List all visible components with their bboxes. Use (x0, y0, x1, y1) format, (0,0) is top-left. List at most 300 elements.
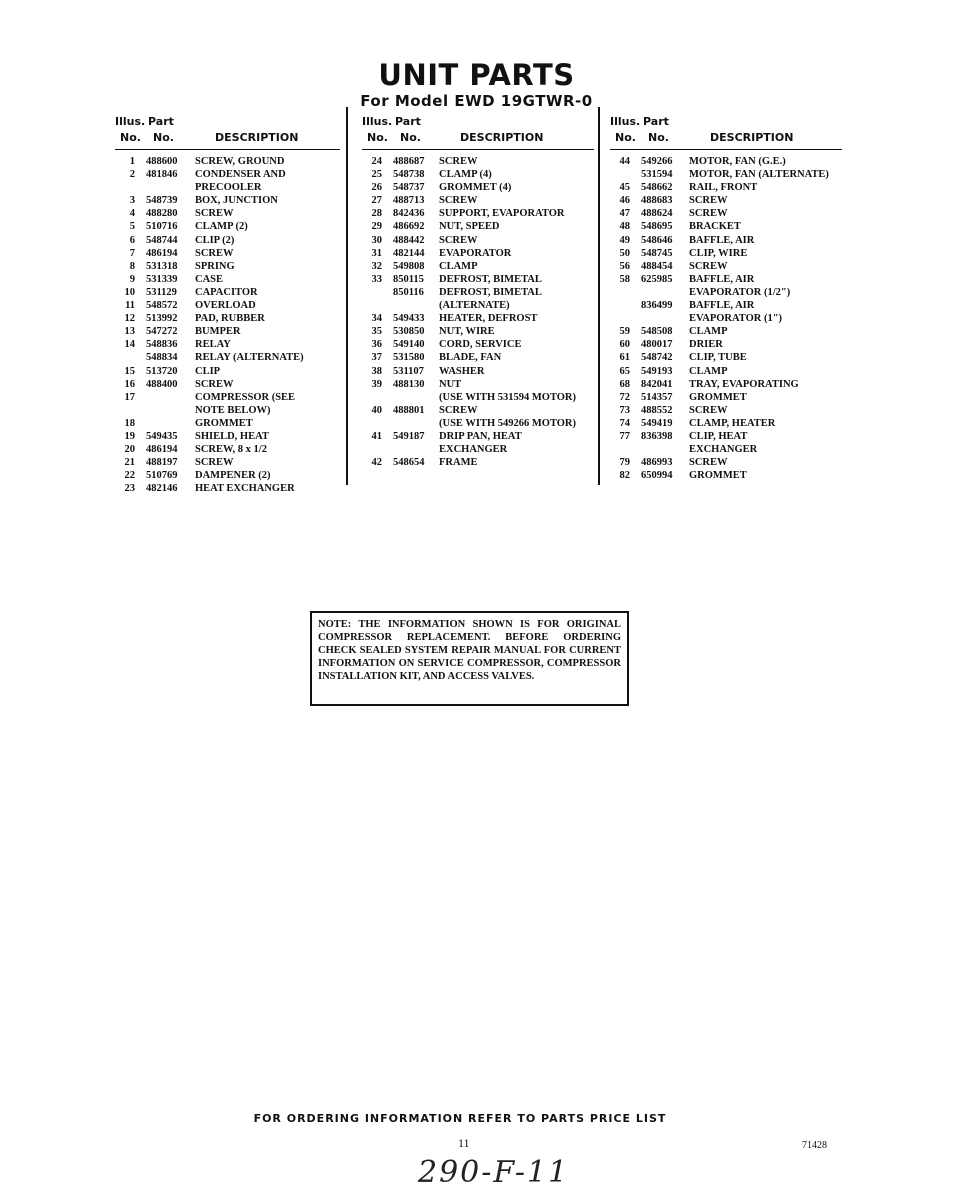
table-row (610, 351, 842, 364)
part-number: 488400 (146, 378, 178, 390)
part-description: SCREW (195, 208, 234, 220)
illus-number: 13 (124, 326, 135, 338)
header-illus: Illus. (610, 115, 641, 128)
table-row (610, 181, 842, 194)
table-row (610, 391, 842, 404)
illus-number: 73 (619, 404, 630, 416)
table-row (362, 456, 594, 469)
header-part-no: No. (400, 131, 421, 144)
table-row (610, 456, 842, 469)
illus-number: 21 (124, 457, 135, 469)
illus-number: 77 (619, 430, 630, 442)
part-description: SCREW (689, 208, 728, 220)
part-description: CAPACITOR (195, 286, 258, 298)
part-number: 548744 (146, 234, 178, 246)
part-number: 514357 (641, 391, 673, 403)
header-description: DESCRIPTION (215, 131, 299, 144)
header-illus-no: No. (120, 131, 141, 144)
table-row (610, 417, 842, 430)
part-description: DEFROST, BIMETAL (439, 286, 542, 298)
part-description: NUT (439, 378, 462, 390)
illus-number: 8 (129, 260, 135, 272)
part-number: 488130 (393, 378, 425, 390)
part-description: EVAPORATOR (439, 247, 512, 259)
part-number: 548742 (641, 352, 673, 364)
compressor-note-box: NOTE: THE INFORMATION SHOWN IS FOR ORIGINAL COMPRESSOR REPLACEMENT. BEFORE ORDERING CHECK SEALED SYSTEM REPAIR MANUAL FOR CURRENT INFORMATION ON SERVICE COMPRESSOR, COMPRESSOR INSTALLATION KIT, AND ACCESS VALVES. (310, 611, 629, 706)
part-number: 548739 (146, 195, 178, 207)
table-row (610, 234, 842, 247)
illus-number: 28 (371, 208, 382, 220)
part-description: SCREW (439, 156, 478, 167)
part-description: GROMMET (689, 470, 747, 482)
illus-number: 40 (371, 404, 382, 416)
illus-number: 45 (619, 182, 630, 194)
part-description: CONDENSER AND (195, 169, 286, 181)
part-description: EVAPORATOR (1/2") (689, 286, 791, 298)
table-row (115, 456, 340, 469)
illus-number: 12 (124, 313, 135, 325)
table-row (115, 207, 340, 220)
part-number: 513720 (146, 365, 178, 377)
page-subtitle: For Model EWD 19GTWR-0 (360, 92, 593, 110)
illus-number: 3 (129, 195, 135, 207)
part-number: 548646 (641, 234, 673, 246)
illus-number: 79 (619, 457, 630, 469)
parts-column-1 (115, 115, 340, 495)
illus-number: 35 (371, 326, 382, 338)
part-description: (USE WITH 549266 MOTOR) (439, 417, 577, 429)
part-description: EXCHANGER (689, 444, 758, 456)
illus-number: 59 (619, 326, 630, 338)
illus-number: 32 (371, 260, 382, 272)
table-row (610, 273, 842, 286)
part-description: SCREW (195, 457, 234, 469)
part-number: 549266 (641, 156, 673, 167)
part-number: 836499 (641, 300, 673, 312)
part-description: TRAY, EVAPORATING (689, 378, 799, 390)
part-number: 486993 (641, 457, 673, 469)
table-row (610, 443, 842, 456)
part-description: BOX, JUNCTION (195, 195, 278, 207)
part-description: NUT, SPEED (439, 221, 500, 233)
table-row (610, 194, 842, 207)
part-description: DRIP PAN, HEAT (439, 430, 522, 442)
illus-number: 10 (124, 286, 135, 298)
part-number: 530850 (393, 326, 425, 338)
part-description: CLAMP (689, 365, 728, 377)
table-row (115, 443, 340, 456)
part-description: EXCHANGER (439, 444, 508, 456)
part-number: 549140 (393, 339, 425, 351)
part-description: SCREW (195, 247, 234, 259)
part-number: 850115 (393, 273, 424, 285)
illus-number: 41 (371, 430, 382, 442)
table-row (115, 325, 340, 338)
table-row (362, 194, 594, 207)
part-description: HEAT EXCHANGER (195, 483, 295, 495)
header-illus: Illus. (362, 115, 393, 128)
illus-number: 6 (129, 234, 135, 246)
part-description: CLAMP, HEATER (689, 417, 776, 429)
table-row (610, 312, 842, 325)
illus-number: 56 (619, 260, 630, 272)
table-row (115, 351, 340, 364)
part-number: 549808 (393, 260, 425, 272)
table-row (115, 378, 340, 391)
part-description: SCREW (439, 234, 478, 246)
table-row (362, 220, 594, 233)
header-part-no: No. (153, 131, 174, 144)
part-number: 482146 (146, 483, 178, 495)
table-row (362, 391, 594, 404)
part-description: SCREW (439, 404, 478, 416)
part-description: SCREW (439, 195, 478, 207)
part-number: 488552 (641, 404, 673, 416)
part-description: NUT, WIRE (439, 326, 495, 338)
illus-number: 5 (129, 221, 135, 233)
table-row (610, 365, 842, 378)
illus-number: 14 (124, 339, 135, 351)
part-description: GROMMET (4) (439, 182, 512, 194)
table-row (610, 338, 842, 351)
part-number: 531318 (146, 260, 178, 272)
part-number: 548662 (641, 182, 673, 194)
page-title: UNIT PARTS (378, 58, 575, 92)
table-row (362, 286, 594, 299)
part-number: 842436 (393, 208, 425, 220)
part-description: DRIER (689, 339, 723, 351)
table-row (115, 247, 340, 260)
part-description: DAMPENER (2) (195, 470, 271, 482)
table-row (610, 286, 842, 299)
illus-number: 65 (619, 365, 630, 377)
table-row (362, 430, 594, 443)
part-description: CLIP (195, 365, 221, 377)
part-description: HEATER, DEFROST (439, 313, 538, 325)
table-row (610, 325, 842, 338)
part-number: 488600 (146, 156, 178, 167)
part-description: CLIP, HEAT (689, 430, 748, 442)
part-description: CLAMP (2) (195, 221, 248, 233)
part-number: 510769 (146, 470, 178, 482)
part-number: 548572 (146, 300, 178, 312)
table-row (362, 155, 594, 168)
part-number: 836398 (641, 430, 673, 442)
table-row (115, 299, 340, 312)
part-number: 548737 (393, 182, 425, 194)
header-part: Part (643, 115, 669, 128)
part-number: 488454 (641, 260, 673, 272)
illus-number: 60 (619, 339, 630, 351)
part-description: RELAY (195, 339, 231, 351)
ordering-footer: FOR ORDERING INFORMATION REFER TO PARTS PRICE LIST (253, 1112, 667, 1125)
part-description: BUMPER (195, 326, 241, 338)
illus-number: 38 (371, 365, 382, 377)
table-row (362, 404, 594, 417)
table-row (362, 234, 594, 247)
part-number: 488280 (146, 208, 178, 220)
part-number: 548695 (641, 221, 673, 233)
illus-number: 49 (619, 234, 630, 246)
part-description: SCREW (689, 260, 728, 272)
table-row (610, 430, 842, 443)
illus-number: 27 (371, 195, 382, 207)
part-description: CLAMP (689, 326, 728, 338)
part-description: CLAMP (439, 260, 478, 272)
part-number: 625985 (641, 273, 673, 285)
part-number: 549433 (393, 313, 425, 325)
table-row (610, 404, 842, 417)
column-header (115, 115, 340, 150)
illus-number: 24 (371, 156, 382, 167)
illus-number: 23 (124, 483, 135, 495)
table-row (610, 207, 842, 220)
part-description: SHIELD, HEAT (195, 430, 269, 442)
table-row (362, 351, 594, 364)
table-row (610, 168, 842, 181)
illus-number: 47 (619, 208, 630, 220)
table-row (362, 365, 594, 378)
part-description: NOTE BELOW) (195, 404, 271, 416)
illus-number: 34 (371, 313, 382, 325)
part-description: DEFROST, BIMETAL (439, 273, 542, 285)
illus-number: 74 (619, 417, 630, 429)
illus-number: 9 (129, 273, 135, 285)
illus-number: 37 (371, 352, 382, 364)
table-row (115, 273, 340, 286)
part-number: 548745 (641, 247, 673, 259)
parts-list (115, 155, 340, 495)
part-description: BLADE, FAN (439, 352, 502, 364)
parts-list (610, 155, 842, 482)
illus-number: 19 (124, 430, 135, 442)
table-row (610, 299, 842, 312)
part-number: 488624 (641, 208, 673, 220)
table-row (115, 155, 340, 168)
table-row (362, 181, 594, 194)
table-row (362, 312, 594, 325)
header-illus-no: No. (615, 131, 636, 144)
table-row (362, 299, 594, 312)
illus-number: 36 (371, 339, 382, 351)
table-row (115, 391, 340, 404)
part-number: 548836 (146, 339, 178, 351)
part-description: SCREW, 8 x 1/2 (195, 444, 267, 456)
part-description: RAIL, FRONT (689, 182, 758, 194)
part-description: (ALTERNATE) (439, 300, 510, 312)
column-divider (346, 107, 348, 485)
illus-number: 44 (619, 156, 630, 167)
parts-list (362, 155, 594, 469)
table-row (115, 286, 340, 299)
part-description: BAFFLE, AIR (689, 300, 755, 312)
part-number: 548834 (146, 352, 178, 364)
page-number: 11 (458, 1136, 470, 1150)
illus-number: 4 (129, 208, 135, 220)
part-number: 486692 (393, 221, 425, 233)
illus-number: 58 (619, 273, 630, 285)
table-row (115, 430, 340, 443)
part-number: 488801 (393, 404, 425, 416)
table-row (362, 260, 594, 273)
part-number: 481846 (146, 169, 178, 181)
part-number: 488197 (146, 457, 178, 469)
table-row (362, 325, 594, 338)
part-description: RELAY (ALTERNATE) (195, 352, 304, 364)
part-number: 547272 (146, 326, 178, 338)
document-number: 71428 (802, 1140, 827, 1151)
table-row (362, 417, 594, 430)
illus-number: 22 (124, 470, 135, 482)
part-number: 513992 (146, 313, 178, 325)
part-number: 548738 (393, 169, 425, 181)
part-number: 531107 (393, 365, 424, 377)
illus-number: 82 (619, 470, 630, 482)
table-row (115, 469, 340, 482)
header-part: Part (148, 115, 174, 128)
part-description: WASHER (439, 365, 485, 377)
part-description: (USE WITH 531594 MOTOR) (439, 391, 577, 403)
table-row (115, 338, 340, 351)
illus-number: 2 (129, 169, 135, 181)
header-illus: Illus. (115, 115, 146, 128)
part-description: MOTOR, FAN (G.E.) (689, 156, 786, 167)
part-number: 486194 (146, 444, 178, 456)
illus-number: 48 (619, 221, 630, 233)
header-part-no: No. (648, 131, 669, 144)
part-number: 549419 (641, 417, 673, 429)
illus-number: 15 (124, 365, 135, 377)
handwritten-annotation: 290-F-11 (418, 1155, 570, 1190)
parts-column-2 (362, 115, 594, 469)
illus-number: 26 (371, 182, 382, 194)
header-description: DESCRIPTION (710, 131, 794, 144)
part-number: 549435 (146, 430, 178, 442)
table-row (115, 234, 340, 247)
part-description: CLAMP (4) (439, 169, 492, 181)
part-description: PAD, RUBBER (195, 313, 265, 325)
part-number: 531339 (146, 273, 178, 285)
part-description: MOTOR, FAN (ALTERNATE) (689, 169, 829, 181)
part-description: SPRING (195, 260, 235, 272)
parts-column-3 (610, 115, 842, 482)
table-row (610, 220, 842, 233)
table-row (115, 220, 340, 233)
table-row (610, 260, 842, 273)
part-number: 480017 (641, 339, 673, 351)
part-description: CLIP, TUBE (689, 352, 747, 364)
table-row (610, 247, 842, 260)
illus-number: 20 (124, 444, 135, 456)
table-row (115, 312, 340, 325)
part-description: CORD, SERVICE (439, 339, 522, 351)
table-row (362, 443, 594, 456)
part-description: SCREW (195, 378, 234, 390)
illus-number: 31 (371, 247, 382, 259)
part-description: SCREW (689, 195, 728, 207)
part-description: SUPPORT, EVAPORATOR (439, 208, 565, 220)
illus-number: 72 (619, 391, 630, 403)
part-description: CLIP, WIRE (689, 247, 748, 259)
header-description: DESCRIPTION (460, 131, 544, 144)
part-number: 488442 (393, 234, 425, 246)
part-number: 549193 (641, 365, 673, 377)
table-row (362, 273, 594, 286)
table-row (610, 155, 842, 168)
part-description: SCREW, GROUND (195, 156, 285, 167)
illus-number: 42 (371, 457, 382, 469)
table-row (362, 247, 594, 260)
part-description: PRECOOLER (195, 182, 262, 194)
part-description: CLIP (2) (195, 234, 235, 246)
table-row (610, 378, 842, 391)
table-row (362, 378, 594, 391)
part-description: EVAPORATOR (1") (689, 313, 783, 325)
table-row (115, 404, 340, 417)
part-number: 488683 (641, 195, 673, 207)
part-description: BAFFLE, AIR (689, 234, 755, 246)
part-description: SCREW (689, 404, 728, 416)
part-number: 548508 (641, 326, 673, 338)
part-number: 510716 (146, 221, 178, 233)
illus-number: 11 (125, 300, 135, 312)
header-part: Part (395, 115, 421, 128)
table-row (115, 194, 340, 207)
table-row (610, 469, 842, 482)
illus-number: 18 (124, 417, 135, 429)
table-row (115, 365, 340, 378)
part-number: 488687 (393, 156, 425, 167)
illus-number: 1 (129, 156, 135, 167)
part-description: GROMMET (195, 417, 253, 429)
part-number: 850116 (393, 286, 424, 298)
illus-number: 17 (124, 391, 135, 403)
illus-number: 30 (371, 234, 382, 246)
part-number: 650994 (641, 470, 673, 482)
part-description: BRACKET (689, 221, 741, 233)
illus-number: 46 (619, 195, 630, 207)
illus-number: 39 (371, 378, 382, 390)
illus-number: 61 (619, 352, 630, 364)
part-description: OVERLOAD (195, 300, 256, 312)
header-illus-no: No. (367, 131, 388, 144)
part-description: SCREW (689, 457, 728, 469)
illus-number: 16 (124, 378, 135, 390)
illus-number: 68 (619, 378, 630, 390)
illus-number: 29 (371, 221, 382, 233)
illus-number: 7 (129, 247, 135, 259)
table-row (115, 181, 340, 194)
illus-number: 50 (619, 247, 630, 259)
table-row (362, 338, 594, 351)
part-description: CASE (195, 273, 224, 285)
part-description: COMPRESSOR (SEE (195, 391, 296, 403)
part-description: FRAME (439, 457, 478, 469)
table-row (115, 482, 340, 495)
part-number: 549187 (393, 430, 425, 442)
part-number: 531129 (146, 286, 177, 298)
part-number: 842041 (641, 378, 673, 390)
column-divider (598, 107, 600, 485)
part-number: 548654 (393, 457, 425, 469)
part-number: 482144 (393, 247, 425, 259)
part-description: BAFFLE, AIR (689, 273, 755, 285)
table-row (115, 168, 340, 181)
table-row (362, 168, 594, 181)
part-number: 488713 (393, 195, 425, 207)
column-header (610, 115, 842, 150)
illus-number: 33 (371, 273, 382, 285)
